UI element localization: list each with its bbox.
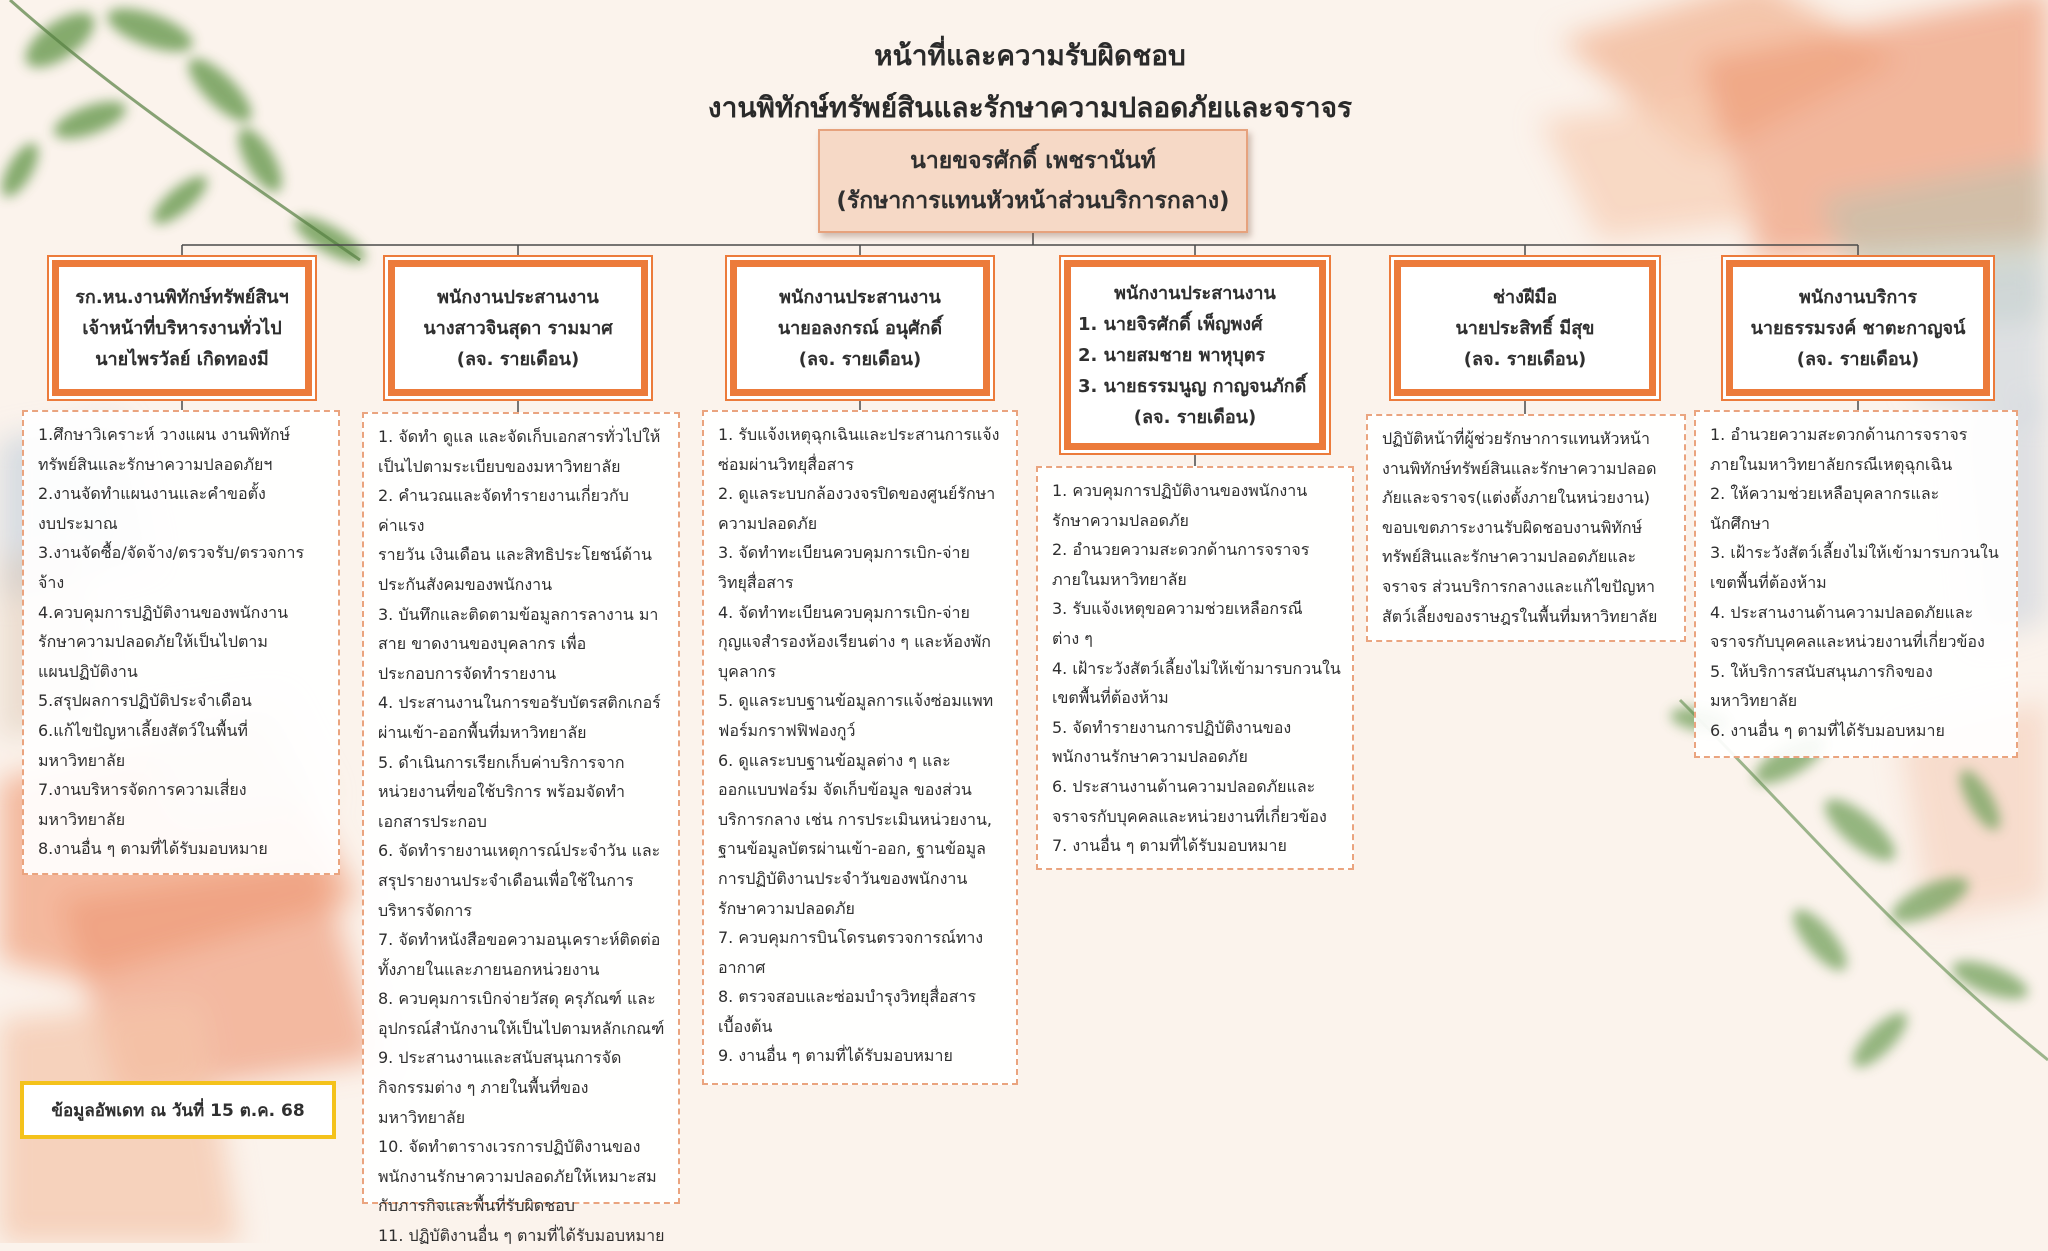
duty-line: 4. ประสานงานด้านความปลอดภัยและ [1710,602,1974,622]
duty-line: 6. ประสานงานด้านความปลอดภัยและ [1052,776,1316,796]
duty-line: บริการกลาง เช่น การประเมินหน่วยงาน, [718,809,992,829]
duty-line: จราจรกับบุคคลและหน่วยงานที่เกี่ยวข้อง [1052,806,1327,826]
duty-line: ซ่อมผ่านวิทยุสื่อสาร [718,454,854,474]
unit-title-line: (ลจ. รายเดือน) [1796,348,1920,370]
duty-line: 4. ประสานงานในการขอรับบัตรสติกเกอร์ [378,693,661,713]
unit-title-line: นายไพรวัลย์ เกิดทองมี [95,348,269,370]
update-note: ข้อมูลอัพเดท ณ วันที่ 15 ต.ค. 68 [20,1081,336,1139]
duty-line: 7. งานอื่น ๆ ตามที่ได้รับมอบหมาย [1052,836,1287,856]
unit-box-craftsman [1394,260,1656,396]
duty-line: นักศึกษา [1710,513,1770,533]
duty-list-asset-protection [22,410,340,875]
head-position: (รักษาการแทนหัวหน้าส่วนบริการกลาง) [836,188,1230,214]
chart-title: หน้าที่และความรับผิดชอบ [874,39,1186,72]
duty-line: ขอบเขตภาระงานรับผิดชอบงานพิทักษ์ [1382,517,1643,537]
duty-line: 11. ปฏิบัติงานอื่น ๆ ตามที่ได้รับมอบหมาย [378,1226,665,1246]
unit-title-line: เจ้าหน้าที่บริหารงานทั่วไป [82,317,282,339]
unit-box-coordinator-alongkorn [730,260,990,396]
unit-title-line: พนักงานประสานงาน [1114,282,1276,304]
duty-line: 7. ควบคุมการบินโดรนตรวจการณ์ทาง [718,928,984,948]
duty-line: รักษาความปลอดภัยให้เป็นไปตาม [38,632,268,652]
duty-line: เขตพื้นที่ต้องห้าม [1052,688,1169,708]
duty-line: จราจร ส่วนบริการกลางและแก้ไขปัญหา [1382,576,1656,596]
duty-line: 4. เฝ้าระวังสัตว์เลี้ยงไม่ให้เข้ามารบกวนใน [1052,658,1341,678]
chart-subtitle: งานพิทักษ์ทรัพย์สินและรักษาความปลอดภัยและจราจร [707,91,1353,124]
duty-line: รักษาความปลอดภัย [718,898,855,918]
duty-line: 2. คำนวณและจัดทำรายงานเกี่ยวกับค่าแรง [378,486,629,535]
duty-line: ภายในมหาวิทยาลัย [1052,569,1187,589]
duty-line: สัตว์เลี้ยงของราษฎรในพื้นที่มหาวิทยาลัย [1382,606,1658,626]
duty-line: ภายในมหาวิทยาลัยกรณีเหตุฉุกเฉิน [1710,454,1953,474]
unit-title-line: พนักงานบริการ [1798,286,1918,308]
duty-line: 5.สรุปผลการปฏิบัติประจำเดือน [38,691,252,711]
duty-line: การปฏิบัติงานประจำวันของพนักงาน [718,868,968,888]
duty-line: ปฏิบัติหน้าที่ผู้ช่วยรักษาการแทนหัวหน้า [1382,429,1650,448]
duty-line: 1. ควบคุมการปฏิบัติงานของพนักงาน [1052,481,1308,500]
unit-title-line: 2. นายสมชาย พาหุบุตร [1078,344,1266,366]
duty-line: 1. จัดทำ ดูแล และจัดเก็บเอกสารทั่วไปให้ [378,427,661,446]
unit-title-line: นายธรรมรงค์ ชาตะกาญจน์ [1750,317,1966,339]
duty-line: วิทยุสื่อสาร [718,572,794,592]
unit-title-line: 1. นายจิรศักดิ์ เพ็ญพงศ์ [1078,313,1263,335]
duty-line: 5. ดูแลระบบฐานข้อมูลการแจ้งซ่อมแพท [718,691,994,711]
duty-line: 7.งานบริหารจัดการความเสี่ยง [38,780,247,800]
unit-box-coordinators-security [1064,260,1326,450]
duty-line: 2.งานจัดทำแผนงานและคำขอตั้ง [38,484,266,504]
duty-line: มหาวิทยาลัย [378,1107,466,1127]
unit-title-line: (ลจ. รายเดือน) [456,348,580,370]
duty-line: 1. รับแจ้งเหตุฉุกเฉินและประสานการแจ้ง [718,425,1000,444]
duty-line: แผนปฏิบัติงาน [38,661,138,681]
duty-line: ภัยและจราจร(แต่งตั้งภายในหน่วยงาน) [1382,488,1650,508]
duty-line: พนักงานรักษาความปลอดภัย [1052,747,1248,767]
duty-line: ผ่านเข้า-ออกพื้นที่มหาวิทยาลัย [378,722,587,742]
duty-line: ฟอร์มกราฟฟิฟองกูว์ [718,720,856,740]
duty-line: 6. ดูแลระบบฐานข้อมูลต่าง ๆ และ [718,750,951,770]
duty-line: ฐานข้อมูลบัตรผ่านเข้า-ออก, ฐานข้อมูล [718,839,986,859]
duty-list-craftsman [1366,414,1686,642]
duty-line: บุคลากร [718,661,776,681]
duty-line: รายวัน เงินเดือน และสิทธิประโยชน์ด้าน [378,545,652,565]
duty-line: บริหารจัดการ [378,900,472,920]
unit-box-asset-protection [52,260,312,396]
duty-line: 7. จัดทำหนังสือขอความอนุเคราะห์ติดต่อ [378,930,661,950]
duty-line: กับภารกิจและพื้นที่รับผิดชอบ [378,1196,575,1216]
duty-line: จราจรกับบุคคลและหน่วยงานที่เกี่ยวข้อง [1710,632,1985,652]
duty-line: ทั้งภายในและภายนอกหน่วยงาน [378,959,600,979]
duty-line: หน่วยงานที่ขอใช้บริการ พร้อมจัดทำ [378,782,626,802]
unit-title-line: นายประสิทธิ์ มีสุข [1455,317,1595,339]
unit-title-line: ช่างฝีมือ [1492,286,1558,308]
duty-list-service-staff [1694,410,2018,758]
unit-title-line: พนักงานประสานงาน [437,286,599,308]
duty-line: ประกันสังคมของพนักงาน [378,574,553,594]
duty-line: เขตพื้นที่ต้องห้าม [1710,572,1827,592]
duty-line: เป็นไปตามระเบียบของมหาวิทยาลัย [378,456,621,476]
duty-line: พนักงานรักษาความปลอดภัยให้เหมาะสม [378,1166,657,1186]
duty-line: 8.งานอื่น ๆ ตามที่ได้รับมอบหมาย [38,839,268,859]
duty-line: 3. จัดทำทะเบียนควบคุมการเบิก-จ่าย [718,543,970,563]
head-name: นายขจรศักดิ์ เพชรานันท์ [910,148,1156,174]
duty-line: ทรัพย์สินและรักษาความปลอดภัยและ [1382,547,1637,567]
duty-line: งบประมาณ [38,513,118,533]
duty-line: มหาวิทยาลัย [38,809,126,829]
duty-line: กิจกรรมต่าง ๆ ภายในพื้นที่ของ [378,1078,589,1098]
duty-list-coordinators-security [1036,466,1354,870]
unit-title-line: (ลจ. รายเดือน) [1463,348,1587,370]
duty-line: 6. จัดทำรายงานเหตุการณ์ประจำวัน และ [378,841,661,861]
duty-line: 5. ให้บริการสนับสนุนภารกิจของ [1710,661,1933,681]
duty-line: 8. ตรวจสอบและซ่อมบำรุงวิทยุสื่อสาร [718,987,977,1007]
unit-title-line: (ลจ. รายเดือน) [798,348,922,370]
duty-line: จ้าง [38,572,65,592]
duty-line: สาย ขาดงานของบุคลากร เพื่อ [378,634,587,654]
unit-title-line: พนักงานประสานงาน [779,286,941,308]
unit-box-service-staff [1726,260,1990,396]
duty-line: 3. บันทึกและติดตามข้อมูลการลางาน มา [378,604,659,624]
duty-line: 2. ดูแลระบบกล้องวงจรปิดของศูนย์รักษา [718,484,996,504]
duty-line: กุญแจสำรองห้องเรียนต่าง ๆ และห้องพัก [718,632,991,652]
duty-line: เบื้องต้น [718,1016,773,1036]
unit-title-line: นางสาวจินสุดา รามมาศ [423,317,613,339]
unit-box-coordinator-jinsuda [388,260,648,396]
duty-line: ต่าง ๆ [1052,628,1093,648]
duty-list-coordinator-jinsuda [362,412,680,1246]
unit-title-line: นายอลงกรณ์ อนุศักดิ์ [777,317,943,339]
unit-title-line: รก.หน.งานพิทักษ์ทรัพย์สินฯ [75,286,289,308]
duty-line: 9. งานอื่น ๆ ตามที่ได้รับมอบหมาย [718,1046,953,1066]
duty-line: ทรัพย์สินและรักษาความปลอดภัยฯ [38,454,273,474]
duty-line: มหาวิทยาลัย [1710,691,1798,711]
duty-line: 2. อำนวยความสะดวกด้านการจราจร [1052,540,1310,560]
duty-line: มหาวิทยาลัย [38,750,126,770]
duty-line: 4.ควบคุมการปฏิบัติงานของพนักงาน [38,602,289,622]
duty-line: 10. จัดทำตารางเวรการปฏิบัติงานของ [378,1137,641,1157]
duty-line: 1.ศึกษาวิเคราะห์ วางแผน งานพิทักษ์ [38,425,291,444]
duty-line: งานพิทักษ์ทรัพย์สินและรักษาความปลอด [1382,458,1657,478]
duty-line: 5. จัดทำรายงานการปฏิบัติงานของ [1052,717,1292,737]
duty-line: 8. ควบคุมการเบิกจ่ายวัสดุ ครุภัณฑ์ และ [378,989,656,1009]
duty-line: 6.แก้ไขปัญหาเลี้ยงสัตว์ในพื้นที่ [38,720,248,740]
duty-line: เอกสารประกอบ [378,811,487,831]
duty-line: 2. ให้ความช่วยเหลือบุคลากรและ [1710,484,1940,504]
unit-title-line: (ลจ. รายเดือน) [1133,406,1257,428]
duty-line: ออกแบบฟอร์ม จัดเก็บข้อมูล ของส่วน [718,780,972,800]
duty-line: 6. งานอื่น ๆ ตามที่ได้รับมอบหมาย [1710,720,1945,740]
duty-line: 5. ดำเนินการเรียกเก็บค่าบริการจาก [378,752,625,772]
duty-line: รักษาความปลอดภัย [1052,510,1189,530]
duty-line: 3. รับแจ้งเหตุขอความช่วยเหลือกรณี [1052,599,1303,619]
duty-line: สรุปรายงานประจำเดือนเพื่อใช้ในการ [378,870,634,890]
duty-line: 3. เฝ้าระวังสัตว์เลี้ยงไม่ให้เข้ามารบกวนใน [1710,543,1999,563]
duty-line: 3.งานจัดซื้อ/จัดจ้าง/ตรวจรับ/ตรวจการ [38,543,305,563]
duty-line: 9. ประสานงานและสนับสนุนการจัด [378,1048,622,1068]
duty-line: อากาศ [718,957,766,977]
duty-line: ประกอบการจัดทำรายงาน [378,663,557,683]
duty-line: 4. จัดทำทะเบียนควบคุมการเบิก-จ่าย [718,602,970,622]
head-box [818,129,1248,233]
duty-line: อุปกรณ์สำนักงานให้เป็นไปตามหลักเกณฑ์ [378,1018,665,1038]
duty-line: 1. อำนวยความสะดวกด้านการจราจร [1710,425,1968,444]
duty-line: ความปลอดภัย [718,513,818,533]
unit-title-line: 3. นายธรรมนูญ กาญจนภักดิ์ [1078,375,1307,397]
duty-list-coordinator-alongkorn [702,410,1018,1085]
